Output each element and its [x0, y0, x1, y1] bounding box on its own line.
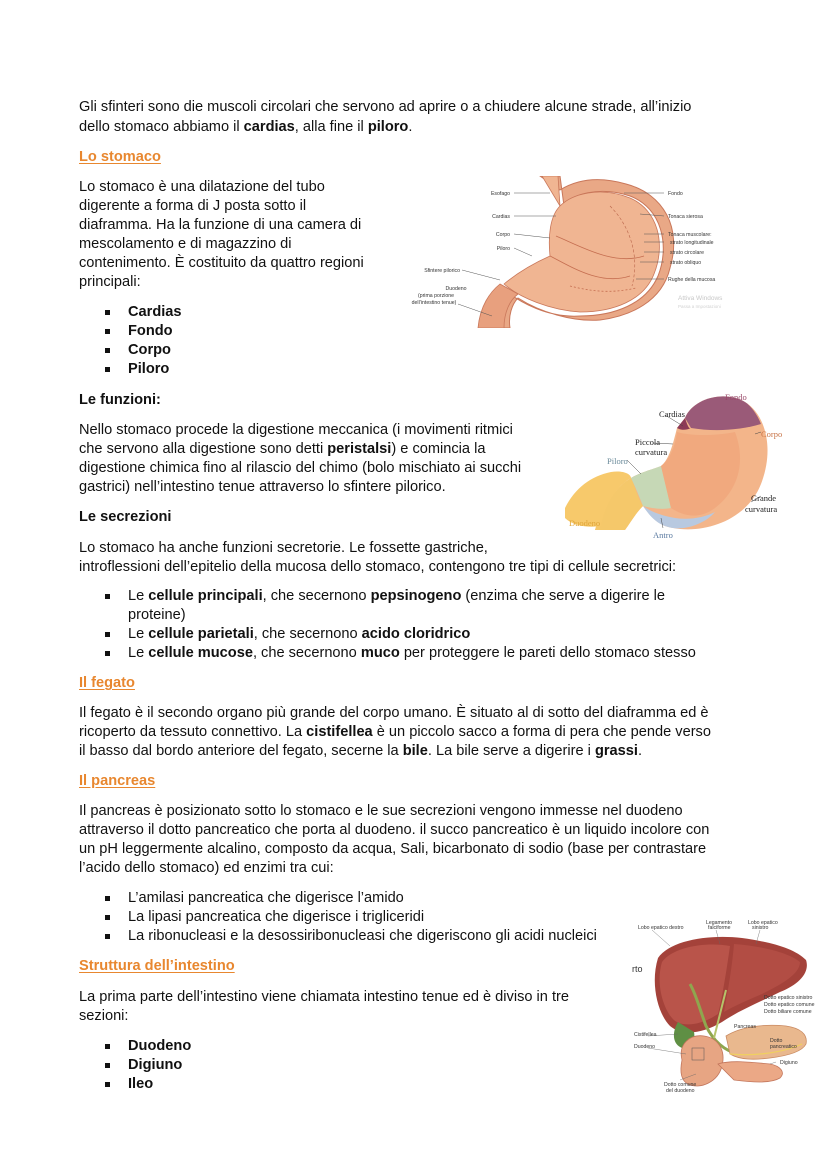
section-label: Digiuno: [128, 1057, 183, 1073]
fig3-label: Duodeno: [634, 1044, 656, 1050]
bullet-icon: [105, 329, 110, 334]
fig2-label: Piccola: [635, 437, 661, 447]
cell-bold: cellule mucose: [148, 645, 253, 661]
bullet-icon: [105, 367, 110, 372]
fig1-label: Piloro: [496, 246, 510, 252]
heading-fegato: Il fegato: [79, 675, 135, 691]
funzioni-text: ) e comincia la: [391, 441, 486, 457]
intestino-sections-list: [79, 1037, 191, 1094]
bullet-icon: [105, 651, 110, 656]
fig2-label: Grande: [751, 493, 777, 503]
enzyme-text: La ribonucleasi e la desossiribonucleasi che digeriscono gli acidi nucleici: [128, 928, 597, 944]
fegato-text: .: [637, 743, 643, 759]
funzioni-line: [79, 440, 485, 459]
fig2-label: Cardias: [659, 409, 685, 419]
fegato-bold: cistifellea: [306, 724, 373, 740]
enzymes-list: [79, 889, 597, 946]
cellule-list: [79, 587, 759, 663]
intro-line-1: Gli sfinteri sono die muscoli circolari che servono ad aprire o a chiudere alcune strade, all’inizio: [79, 99, 692, 115]
fig1-label: Tonaca sierosa: [668, 214, 703, 220]
fig2-label: curvatura: [635, 447, 668, 457]
bullet-icon: [105, 1063, 110, 1068]
funzioni-line: gastrici) nell’intestino tenue attraverso lo sfintere pilorico.: [79, 479, 446, 495]
fig2-label: curvatura: [745, 504, 778, 514]
cell-bold: cellule principali: [148, 588, 263, 604]
cell-text: proteine): [128, 607, 186, 623]
fig1-label: strato circolare: [670, 250, 705, 256]
secrezioni-line: introflessioni dell’epitelio della mucosa dello stomaco, contengono tre tipi di cellule secretrici:: [79, 559, 677, 575]
heading-intestino: Struttura dell’intestino: [79, 958, 235, 974]
bullet-icon: [105, 348, 110, 353]
fig1-label: Duodeno: [445, 286, 467, 292]
cell-text: , che secernono: [253, 626, 362, 642]
fegato-bold: bile: [402, 743, 428, 759]
cell-text: per proteggere le pareti dello stomaco stesso: [399, 645, 696, 661]
cell-text: Le: [128, 626, 149, 642]
funzioni-bold: peristalsi: [327, 441, 392, 457]
stomaco-line: digerente a forma di J posta sotto il: [79, 198, 307, 214]
fegato-bold: grassi: [594, 743, 638, 759]
fig2-label: Piloro: [607, 456, 628, 466]
intro-bold-cardias: cardias: [243, 119, 295, 135]
fegato-text: . La bile serve a digerire i: [427, 743, 595, 759]
fig3-label: Dotto biliare comune: [764, 1009, 812, 1015]
fig1-label: Esofago: [490, 191, 510, 197]
fig1-label: strato longitudinale: [670, 240, 714, 246]
list-item: [79, 1037, 191, 1056]
fig2-label: Fondo: [725, 392, 747, 402]
pancreas-line: Il pancreas è posizionato sotto lo stomaco e le sue secrezioni vengono immesse nel duodeno: [79, 803, 683, 819]
heading-pancreas: Il pancreas: [79, 773, 156, 789]
list-item: [79, 625, 759, 644]
region-label: Cardias: [128, 304, 182, 320]
enzyme-text: La lipasi pancreatica che digerisce i trigliceridi: [128, 909, 425, 925]
list-item: [79, 303, 182, 322]
stomach-regions-figure: [565, 388, 787, 540]
cell-bold: cellule parietali: [148, 626, 254, 642]
fig1-label: (prima porzione: [417, 293, 455, 299]
stomaco-line: diaframma. Ha la funzione di una camera di: [79, 217, 362, 233]
section-label: Ileo: [128, 1076, 154, 1092]
intro-line-2: [79, 118, 412, 137]
fig3-label: sinistro: [752, 925, 769, 931]
pancreas-line: un pH leggermente alcalino, composto da acqua, Sali, bicarbonato di sodio (base per contrastare: [79, 841, 707, 857]
fig1-label: Tonaca muscolare:: [668, 232, 712, 238]
fegato-text: è un piccolo sacco a forma di pera che pende verso: [372, 724, 711, 740]
bullet-icon: [105, 896, 110, 901]
region-label: Fondo: [128, 323, 173, 339]
stomaco-line: mescolamento e di magazzino di: [79, 236, 292, 252]
cell-text: Le: [128, 645, 149, 661]
fig3-label: pancreatico: [770, 1044, 797, 1050]
funzioni-line: digestione chimica fino al rilascio del chimo (bolo mischiato ai succhi: [79, 460, 522, 476]
fig1-label: dell’intestino tenue): [411, 300, 457, 306]
fig1-label: Corpo: [495, 232, 510, 238]
bullet-icon: [105, 632, 110, 637]
list-item: [79, 341, 182, 360]
fig3-label: Dotto epatico sinistro: [764, 995, 813, 1001]
stomach-anatomy-figure: [400, 176, 735, 328]
pancreas-line: l’acido dello stomaco) ed enzimi tra cui:: [79, 860, 334, 876]
fegato-line: [79, 723, 711, 742]
fig2-label: Corpo: [761, 429, 783, 439]
fegato-line: [79, 742, 642, 761]
cell-text: (enzima che serve a digerire le: [461, 588, 665, 604]
list-item: [79, 587, 759, 625]
funzioni-text: che servono alla digestione sono detti: [79, 441, 328, 457]
list-item: [79, 644, 759, 663]
fegato-line: Il fegato è il secondo organo più grande del corpo umano. È situato al di sotto del diaframma ed è: [79, 705, 709, 721]
enzyme-text: L’amilasi pancreatica che digerisce l’amido: [128, 890, 404, 906]
list-item: [79, 1075, 191, 1094]
bullet-icon: [105, 915, 110, 920]
fig3-label: Digiuno: [780, 1060, 798, 1066]
liver-pancreas-figure: [630, 914, 816, 1096]
region-label: Piloro: [128, 361, 170, 377]
intro-text: , alla fine il: [294, 119, 368, 135]
bullet-icon: [105, 310, 110, 315]
section-label: Duodeno: [128, 1038, 192, 1054]
fig3-label: Pancreas: [734, 1024, 756, 1030]
fig3-label: Legamento: [706, 920, 732, 926]
fig3-label: Dotto epatico comune: [764, 1002, 815, 1008]
fig2-label: Duodeno: [569, 518, 601, 528]
watermark: Passa a Impostazioni: [678, 304, 721, 309]
list-item: [79, 1056, 191, 1075]
cell-text: Le: [128, 588, 149, 604]
list-item: [79, 889, 597, 908]
cell-bold: muco: [360, 645, 400, 661]
fig3-label: del duodeno: [666, 1088, 695, 1094]
cell-bold: acido cloridrico: [361, 626, 471, 642]
stomaco-line: Lo stomaco è una dilatazione del tubo: [79, 179, 325, 195]
intestino-line: sezioni:: [79, 1008, 129, 1024]
heading-funzioni: Le funzioni:: [79, 392, 161, 408]
fig1-label: strato obliquo: [670, 260, 702, 266]
fig1-label: Fondo: [668, 191, 683, 197]
secrezioni-line: Lo stomaco ha anche funzioni secretorie. Le fossette gastriche,: [79, 540, 488, 556]
list-item: [79, 927, 597, 946]
cell-text: , che secernono: [262, 588, 371, 604]
pancreas-line: attraverso il dotto pancreatico che porta al duodeno. il succo pancreatico è un liquido incolore con: [79, 822, 710, 838]
intro-text: .: [408, 119, 413, 135]
bullet-icon: [105, 1082, 110, 1087]
fig1-label: Sfintere pilorico: [424, 268, 460, 274]
intestino-line: La prima parte dell’intestino viene chiamata intestino tenue ed è diviso in tre: [79, 989, 569, 1005]
stomaco-line: contenimento. È costituito da quattro regioni: [79, 255, 364, 271]
list-item: [79, 322, 182, 341]
fig3-label: Lobo epatico: [748, 920, 778, 926]
fig1-label: Cardias: [492, 214, 510, 220]
fig3-label: Cistifellea: [634, 1032, 657, 1038]
stomaco-regions-list: [79, 303, 182, 379]
heading-secrezioni: Le secrezioni: [79, 509, 172, 525]
bullet-icon: [105, 934, 110, 939]
fig1-label: Rughe della mucosa: [668, 277, 716, 283]
region-label: Corpo: [128, 342, 171, 358]
heading-stomaco: Lo stomaco: [79, 149, 161, 165]
cell-bold: pepsinogeno: [370, 588, 462, 604]
cell-text: , che secernono: [252, 645, 361, 661]
list-item: [79, 908, 597, 927]
fig3-label: rto: [632, 964, 643, 974]
intro-bold-piloro: piloro: [367, 119, 409, 135]
funzioni-line: Nello stomaco procede la digestione meccanica (i movimenti ritmici: [79, 422, 513, 438]
watermark: Attiva Windows: [678, 295, 723, 302]
fig3-label: falciforme: [708, 925, 731, 931]
list-item: [79, 360, 182, 379]
intro-text: dello stomaco abbiamo il: [79, 119, 244, 135]
fig3-label: Lobo epatico destro: [638, 925, 684, 931]
fegato-text: ricoperto da tessuto connettivo. La: [79, 724, 307, 740]
stomaco-line: principali:: [79, 274, 141, 290]
bullet-icon: [105, 594, 110, 599]
fig3-label: Dotto: [770, 1038, 783, 1044]
fig2-label: Antro: [653, 530, 673, 540]
fegato-text: il basso dal bordo anteriore del fegato, secerne la: [79, 743, 403, 759]
bullet-icon: [105, 1044, 110, 1049]
fig3-label: Dotto comune: [664, 1082, 697, 1088]
